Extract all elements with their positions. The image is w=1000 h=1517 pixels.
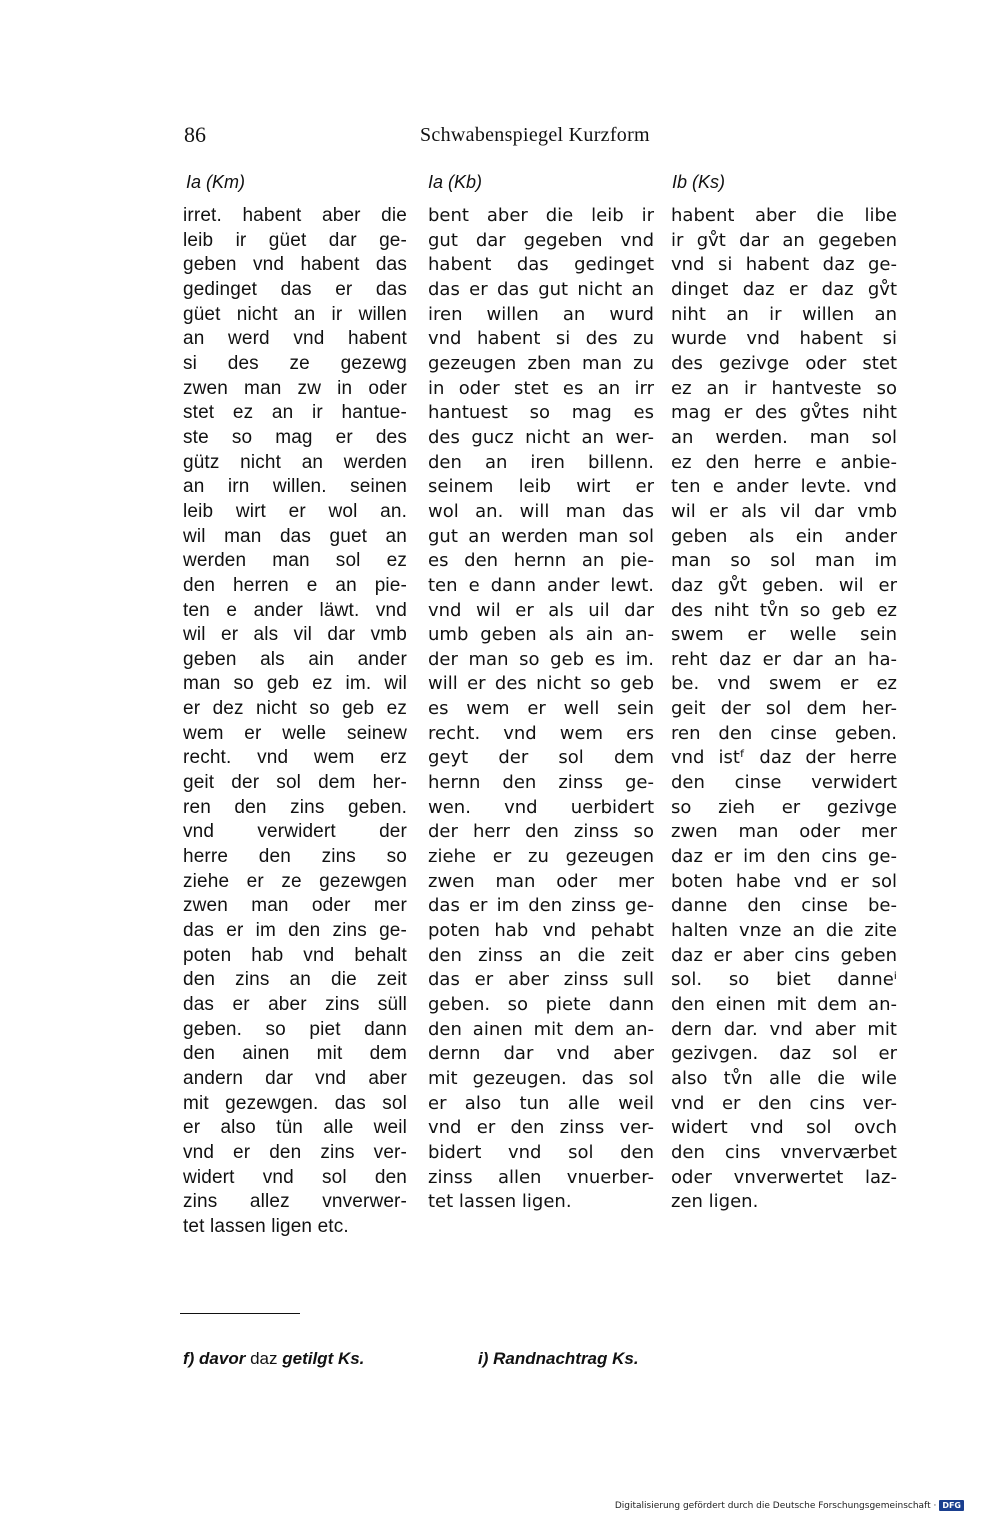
text-line: güet nicht an ir willen	[183, 303, 407, 325]
text-line: recht. vnd wem erz	[183, 747, 407, 769]
text-line: widert vnd sol den	[183, 1166, 407, 1188]
text-column-kb	[428, 204, 654, 1215]
text-line: an werden. man sol	[671, 426, 897, 448]
text-line: geit der sol dem her-	[671, 698, 897, 720]
text-line: zen ligen.	[671, 1191, 759, 1213]
text-line: bent aber die leib ir	[428, 205, 654, 226]
text-line: ten e dann ander lewt.	[428, 574, 654, 596]
text-line: das er aber zinss sull	[428, 969, 654, 991]
text-line: gut an werden man sol	[428, 525, 654, 547]
text-line: man so geb ez im. wil	[183, 673, 407, 695]
text-line: sol. so biet danneⁱ	[671, 969, 897, 991]
text-line: vnd si habent daz ge-	[671, 254, 897, 276]
text-line: gedinget das er das	[183, 278, 407, 300]
text-line: geben. so piete dann	[428, 994, 654, 1015]
text-line: mit gezeugen. das sol	[428, 1067, 654, 1089]
text-line: leib ir güet dar ge-	[183, 229, 407, 251]
text-line: ste so mag er des	[183, 426, 407, 448]
text-line: das er das gut nicht an	[428, 278, 654, 300]
text-line: poten hab vnd pehabt	[428, 920, 654, 942]
text-line: zwen man oder mer	[183, 895, 407, 917]
text-line: halten vnze an die zite	[671, 920, 897, 942]
text-line: vnd wil er als uil dar	[428, 599, 654, 621]
text-line: niht an ir willen an	[671, 303, 897, 325]
text-line: danne den cinse be-	[671, 895, 897, 917]
footer-credit	[615, 1500, 964, 1511]
text-line: hantuest so mag es	[428, 402, 654, 424]
text-line: ez an ir hantveste so	[671, 377, 897, 399]
text-line: gut dar gegeben vnd	[428, 229, 654, 251]
text-line: wil er als vil dar vmb	[671, 500, 897, 522]
footnote-f-word: daz	[250, 1349, 278, 1368]
text-line: habent aber die libe	[671, 205, 897, 226]
text-line: geben als ein ander	[671, 525, 897, 547]
text-line: vnd verwidert der	[183, 821, 407, 843]
text-line: ziehe er ze gezewgen	[183, 870, 407, 892]
page-number: 86	[184, 122, 206, 147]
text-line: dern dar. vnd aber mit	[671, 1018, 897, 1040]
text-line: gezivgen. daz sol er	[671, 1043, 897, 1065]
text-line: den herren e an pie-	[183, 574, 407, 596]
text-line: oder vnverwertet laz-	[671, 1166, 897, 1188]
text-line: den ainen mit dem	[183, 1043, 407, 1065]
text-line: ir gv̊t dar an gegeben	[671, 229, 897, 251]
text-line: des gucz nicht an wer-	[428, 426, 654, 448]
text-line: wil man das guet an	[183, 525, 407, 547]
text-line: andern dar vnd aber	[183, 1067, 407, 1089]
text-line: zwen man oder mer	[671, 821, 897, 843]
text-line: in oder stet es an irr	[428, 377, 654, 399]
text-line: den zins an die zeit	[183, 969, 407, 991]
text-line: swem er welle sein	[671, 624, 897, 646]
text-line: geben als ain ander	[183, 648, 407, 670]
text-line: so zieh er gezivge	[671, 796, 897, 818]
text-line: zinss allen vnuerber-	[428, 1166, 654, 1188]
text-line: der herr den zinss so	[428, 821, 654, 843]
text-line: den cins vnverværbet	[671, 1141, 897, 1163]
text-line: boten habe vnd er sol	[671, 870, 897, 892]
text-line: herre den zins so	[183, 846, 407, 868]
text-line: zwen man zw in oder	[183, 377, 407, 399]
text-line: wil er als vil dar vmb	[183, 624, 407, 646]
text-line: geben. so piet dann	[183, 1018, 407, 1040]
text-line: geben vnd habent das	[183, 254, 407, 276]
running-title: Schwabenspiegel Kurzform	[420, 124, 650, 146]
text-line: mag er des gv̊tes niht	[671, 402, 897, 424]
text-line: vnd istᶠ daz der herre	[671, 747, 897, 769]
footnote-f	[183, 1349, 364, 1369]
text-line: zwen man oder mer	[428, 870, 654, 892]
text-line: recht. vnd wem ers	[428, 722, 654, 744]
text-line: ziehe er zu gezeugen	[428, 846, 654, 868]
text-line: den ainen mit dem an-	[428, 1018, 654, 1040]
text-line: poten hab vnd behalt	[183, 944, 407, 966]
text-line: den an iren billenn.	[428, 451, 654, 473]
text-line: stet ez an ir hantue-	[183, 402, 407, 424]
text-line: den zinss an die zeit	[428, 944, 654, 966]
footnote-f-mark: f) davor	[183, 1349, 246, 1368]
text-line: also tv̊n alle die wile	[671, 1067, 897, 1089]
column-heading-km: Ia (Km)	[186, 172, 246, 192]
text-line: geit der sol dem her-	[183, 772, 407, 794]
text-line: mit gezewgen. das sol	[183, 1092, 407, 1114]
text-line: irret. habent aber die	[183, 205, 407, 226]
text-line: das er aber zins süll	[183, 994, 407, 1015]
text-line: dinget daz er daz gv̊t	[671, 278, 897, 300]
footer-credit-text: Digitalisierung gefördert durch die Deutsche Forschungsgemeinschaft ·	[614, 1500, 937, 1511]
text-line: be. vnd swem er ez	[671, 673, 897, 695]
text-line: vnd habent si des zu	[428, 328, 654, 350]
text-line: er dez nicht so geb ez	[183, 698, 407, 720]
text-line: ren den cinse geben.	[671, 722, 897, 744]
text-line: des niht tv̊n so geb ez	[671, 599, 897, 621]
text-line: wurde vnd habent si	[671, 328, 897, 350]
text-line: wem er welle seinew	[183, 722, 407, 744]
text-line: ten e ander läwt. vnd	[183, 599, 407, 621]
footnote-f-note: getilgt Ks.	[282, 1349, 365, 1368]
text-line: er also tün alle weil	[183, 1117, 407, 1139]
text-line: ez den herre e anbie-	[671, 451, 897, 473]
text-line: werden man sol ez	[183, 550, 407, 572]
text-line: es den hernn an pie-	[428, 550, 654, 572]
text-line: den cinse verwidert	[671, 772, 897, 794]
text-line: des gezivge oder stet	[671, 352, 897, 374]
text-line: geyt der sol dem	[428, 747, 654, 769]
text-line: den einen mit dem an-	[671, 994, 897, 1015]
text-line: reht daz er dar an ha-	[671, 648, 897, 670]
text-line: leib wirt er wol an.	[183, 500, 407, 522]
text-line: gütz nicht an werden	[183, 451, 407, 473]
text-line: bidert vnd sol den	[428, 1141, 654, 1163]
text-line: wen. vnd uerbidert	[428, 796, 654, 818]
text-line: si des ze gezewg	[183, 352, 407, 374]
text-line: ten e ander levte. vnd	[671, 476, 897, 498]
text-line: es wem er well sein	[428, 698, 654, 720]
dfg-logo-icon: DFG	[939, 1500, 964, 1511]
text-line: vnd er den zinss ver-	[428, 1117, 654, 1139]
text-line: vnd er den zins ver-	[183, 1141, 407, 1163]
text-line: das er im den zins ge-	[183, 920, 407, 942]
text-line: tet lassen ligen.	[428, 1191, 572, 1213]
text-line: daz er aber cins geben	[671, 944, 897, 966]
text-line: daz er im den cins ge-	[671, 846, 897, 868]
text-line: widert vnd sol ovch	[671, 1117, 897, 1139]
text-line: dernn dar vnd aber	[428, 1043, 654, 1065]
text-line: das er im den zinss ge-	[428, 895, 654, 917]
text-line: tet lassen ligen etc.	[183, 1215, 349, 1237]
text-line: will er des nicht so geb	[428, 673, 654, 695]
text-line: an irn willen. seinen	[183, 476, 407, 498]
footnote-rule	[180, 1313, 300, 1314]
column-heading-kb: Ia (Kb)	[428, 172, 483, 192]
footnote-i-mark: i) Randnachtrag Ks.	[478, 1349, 639, 1368]
column-heading-ks: Ib (Ks)	[672, 172, 726, 192]
text-line: hernn den zinss ge-	[428, 772, 654, 794]
text-line: an werd vnd habent	[183, 328, 407, 350]
text-line: iren willen an wurd	[428, 303, 654, 325]
text-line: gezeugen zben man zu	[428, 352, 654, 374]
text-line: der man so geb es im.	[428, 648, 654, 670]
text-line: wol an. will man das	[428, 500, 654, 522]
text-line: daz gv̊t geben. wil er	[671, 574, 897, 596]
text-line: er also tun alle weil	[428, 1092, 654, 1114]
text-line: ren den zins geben.	[183, 796, 407, 818]
text-line: habent das gedinget	[428, 254, 654, 276]
text-line: vnd er den cins ver-	[671, 1092, 897, 1114]
text-column-ks	[671, 204, 897, 1215]
text-line: umb geben als ain an-	[428, 624, 654, 646]
text-line: seinem leib wirt er	[428, 476, 654, 498]
text-column-km	[183, 204, 407, 1240]
text-line: zins allez vnverwer-	[183, 1191, 407, 1213]
text-line: man so sol man im	[671, 550, 897, 572]
footnote-i	[478, 1349, 639, 1369]
